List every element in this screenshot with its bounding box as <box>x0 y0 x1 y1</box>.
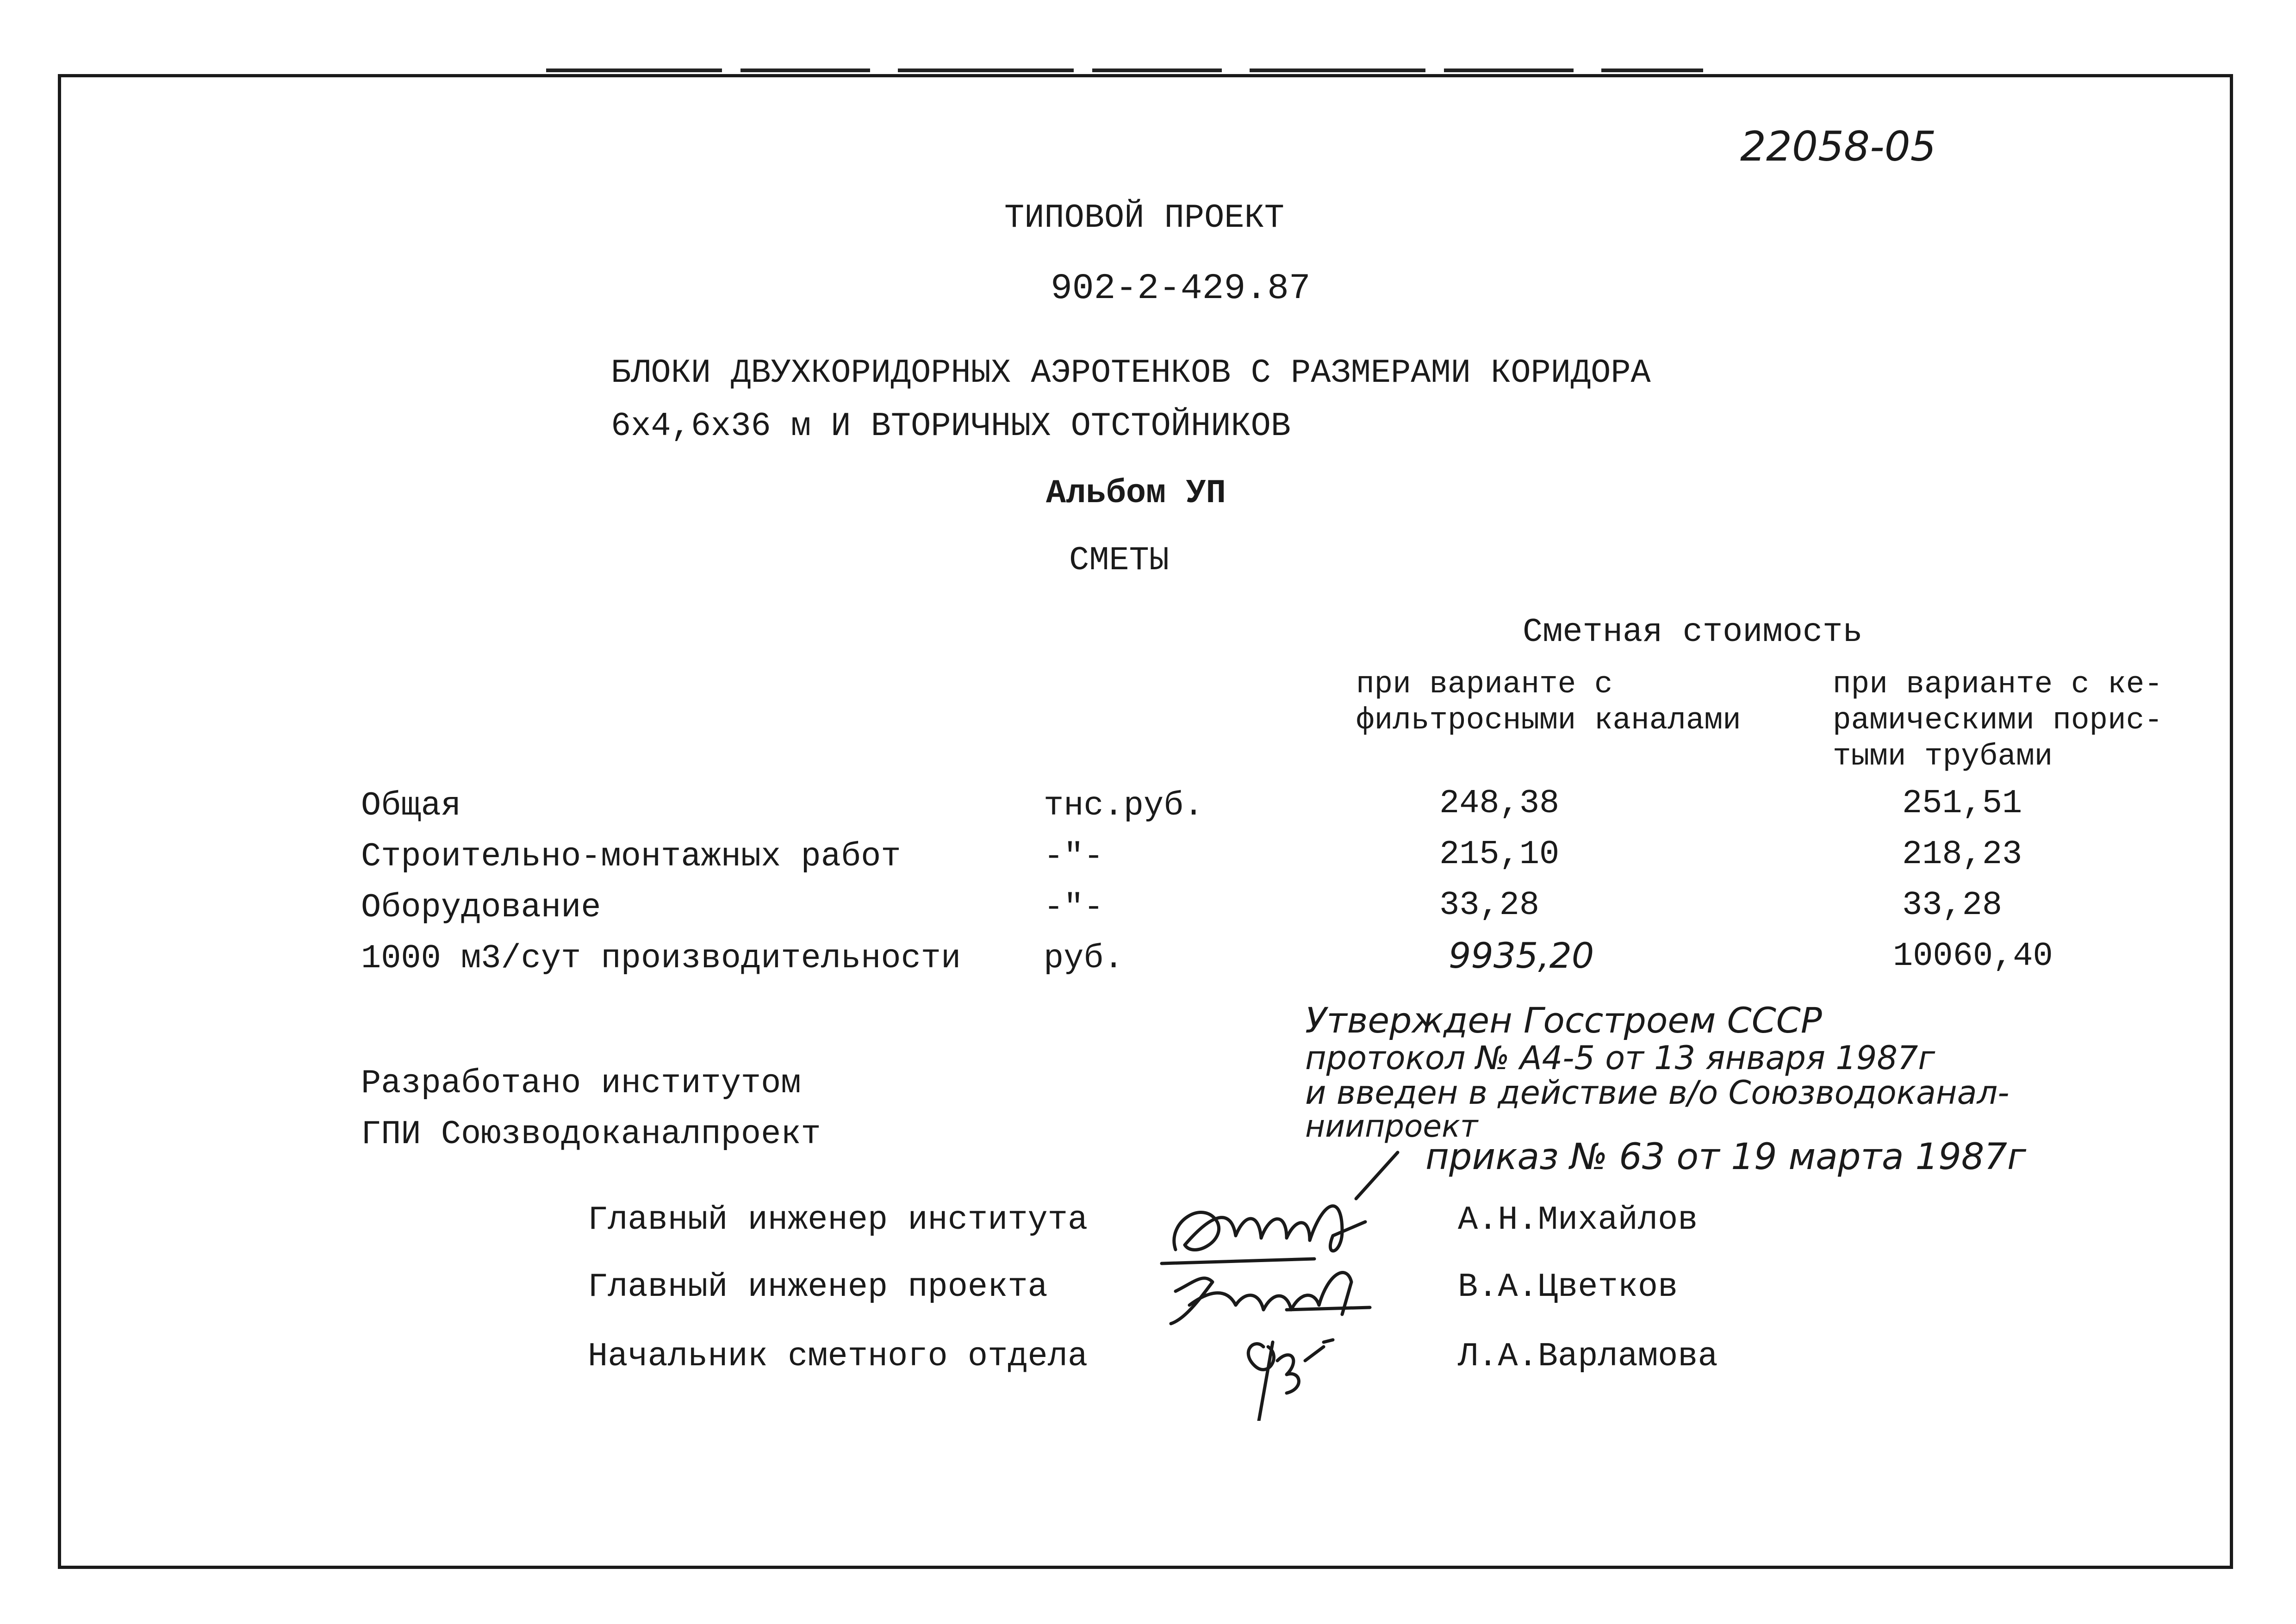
project-code: 902-2-429.87 <box>1051 268 1311 309</box>
approval-line-1: Утвержден Госстроем СССР <box>1305 1000 1822 1041</box>
row-value-1: 215,10 <box>1439 835 1560 873</box>
signatory-role: Главный инженер проекта <box>588 1268 1048 1306</box>
signatory-name: Л.А.Варламова <box>1458 1338 1718 1375</box>
row-value-1: 248,38 <box>1439 784 1560 822</box>
row-unit: руб. <box>1044 940 1124 977</box>
section-label: СМЕТЫ <box>1069 541 1170 579</box>
row-value-2: 33,28 <box>1902 886 2003 924</box>
approval-line-3: и введен в действие в/о Союзводоканал- <box>1305 1074 2010 1112</box>
document-number: 22058-05 <box>1740 123 1936 170</box>
signatory-role: Начальник сметного отдела <box>588 1338 1088 1375</box>
approval-line-2: протокол № А4-5 от 13 января 1987г <box>1305 1039 1935 1077</box>
row-value-2: 10060,40 <box>1893 937 2053 975</box>
signatory-role: Главный инженер института <box>588 1201 1088 1239</box>
row-unit: -"- <box>1044 889 1104 927</box>
row-value-1: 9935,20 <box>1449 935 1594 976</box>
top-border-line <box>546 68 1703 72</box>
approval-line-5: приказ № 63 от 19 марта 1987г <box>1425 1136 2027 1178</box>
row-label: Общая <box>361 787 461 825</box>
title-line-1: БЛОКИ ДВУХКОРИДОРНЫХ АЭРОТЕНКОВ С РАЗМЕРАМИ КОРИДОРА <box>611 354 1651 392</box>
row-unit: -"- <box>1044 838 1104 876</box>
cost-column-2-header: при варианте с ке-рамическими порис-тыми трубами <box>1833 667 2163 774</box>
row-label: 1000 м3/сут производительности <box>361 940 961 977</box>
row-label: Строительно-монтажных работ <box>361 838 901 876</box>
row-value-2: 218,23 <box>1902 835 2022 873</box>
developer-line-1: Разработано институтом <box>361 1064 801 1102</box>
heading: ТИПОВОЙ ПРОЕКТ <box>1004 199 1284 237</box>
title-line-2: 6x4,6x36 м И ВТОРИЧНЫХ ОТСТОЙНИКОВ <box>611 407 1291 445</box>
approval-line-4: ниипроект <box>1305 1108 1478 1144</box>
album-label: Альбом УП <box>1046 474 1226 512</box>
row-unit: тнс.руб. <box>1044 787 1204 825</box>
row-value-2: 251,51 <box>1902 784 2022 822</box>
row-value-1: 33,28 <box>1439 886 1540 924</box>
developer-line-2: ГПИ Союзводоканалпроект <box>361 1115 821 1153</box>
signatures-image <box>1148 1143 1407 1421</box>
cost-column-1-header: при варианте с фильтросными каналами <box>1356 667 1741 738</box>
signatory-name: В.А.Цветков <box>1458 1268 1678 1306</box>
cost-table-header: Сметная стоимость <box>1523 613 1863 651</box>
row-label: Оборудование <box>361 889 601 927</box>
signatory-name: А.Н.Михайлов <box>1458 1201 1698 1239</box>
